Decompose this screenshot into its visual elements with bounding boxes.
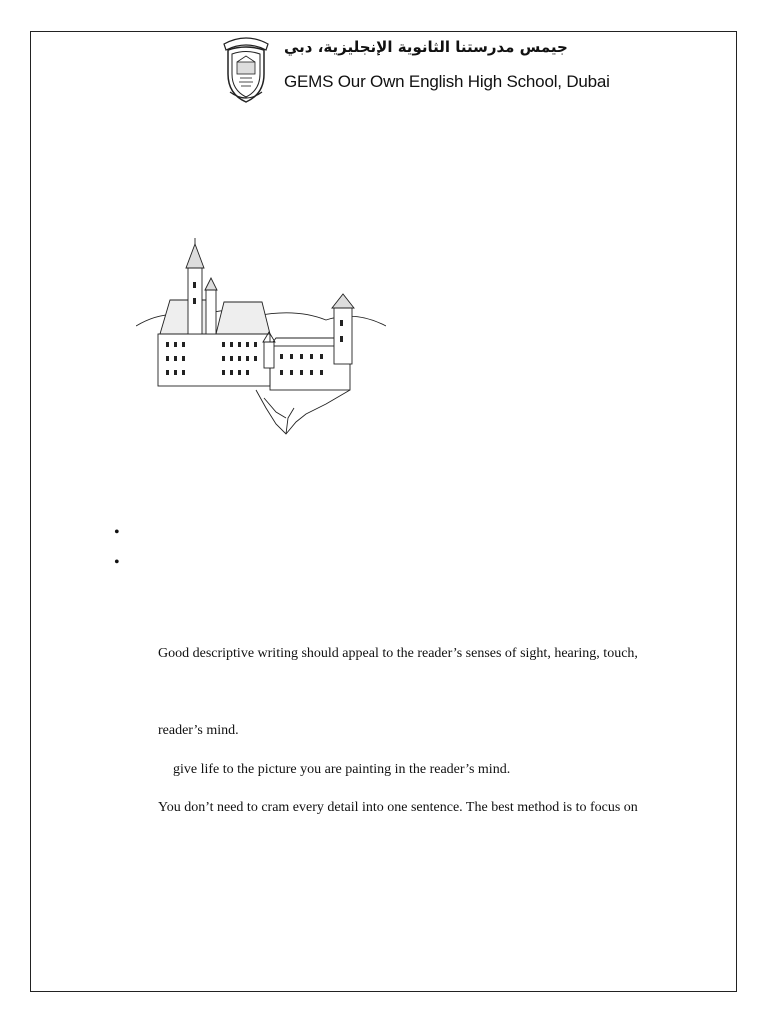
castle-illustration: [136, 238, 386, 438]
school-name-english: GEMS Our Own English High School, Dubai: [284, 72, 610, 91]
bullet-point: •: [114, 554, 120, 571]
page-border: [30, 31, 737, 992]
body-text-line: You don’t need to cram every detail into one sentence. The best method is to focus on: [158, 800, 638, 815]
body-text-line: give life to the picture you are painting in the reader’s mind.: [173, 762, 511, 777]
bullet-point: •: [114, 524, 120, 541]
school-name-arabic: جيمس مدرستنا الثانوية الإنجليزية، دبي: [284, 38, 568, 56]
school-crest-logo: [220, 34, 272, 104]
body-text-line: reader’s mind.: [158, 723, 239, 738]
school-header: [220, 34, 640, 106]
body-text-line: Good descriptive writing should appeal to the reader’s senses of sight, hearing, touch,: [158, 646, 638, 661]
